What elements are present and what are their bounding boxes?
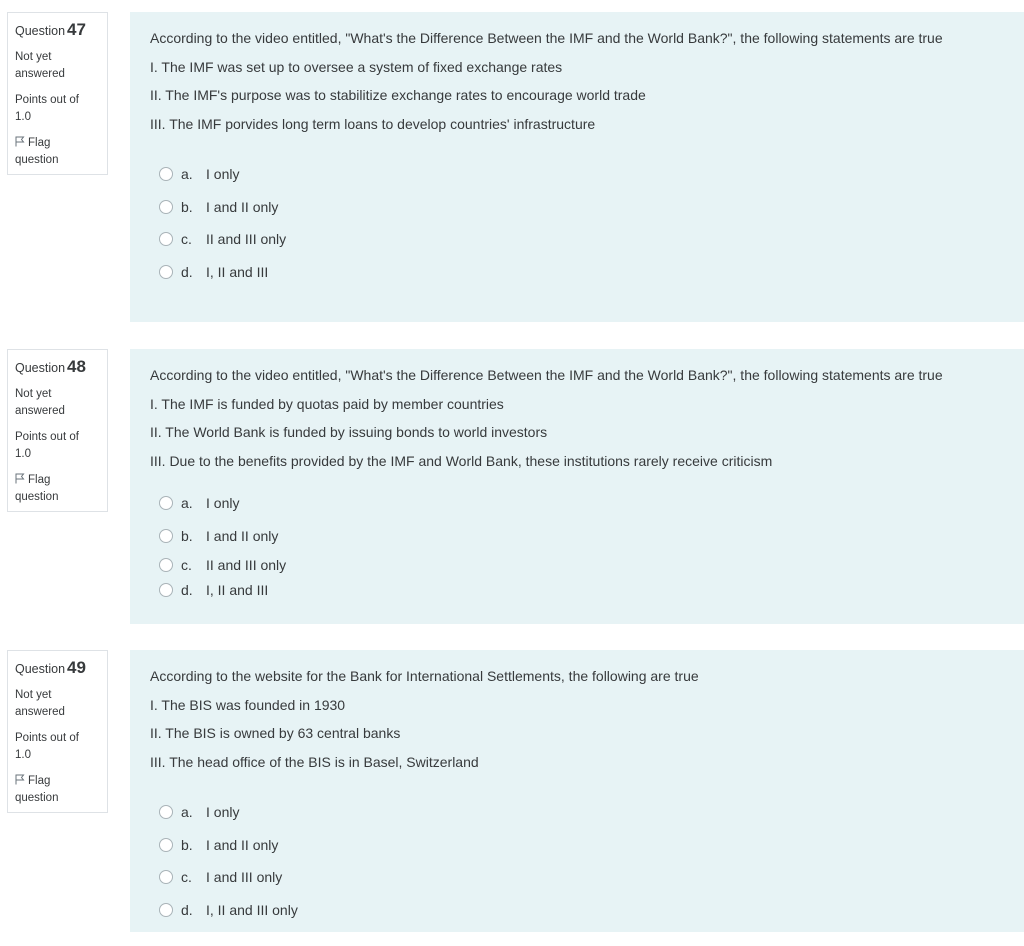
answer-option-a[interactable]: a. I only bbox=[150, 158, 1004, 191]
question-info bbox=[7, 650, 108, 813]
flag-icon bbox=[15, 774, 25, 785]
answer-option-c[interactable]: c. II and III only bbox=[150, 223, 1004, 256]
answer-option-a[interactable]: a. I only bbox=[150, 796, 1004, 829]
radio-button[interactable] bbox=[159, 529, 173, 543]
answer-option-b[interactable]: b. I and II only bbox=[150, 520, 1004, 553]
radio-button[interactable] bbox=[159, 838, 173, 852]
question-47 bbox=[0, 0, 1024, 330]
radio-button[interactable] bbox=[159, 232, 173, 246]
radio-button[interactable] bbox=[159, 265, 173, 279]
flag-icon bbox=[15, 136, 25, 147]
radio-button[interactable] bbox=[159, 870, 173, 884]
question-49 bbox=[0, 638, 1024, 938]
flag-icon bbox=[15, 473, 25, 484]
answer-option-c[interactable]: c. II and III only bbox=[150, 552, 1004, 577]
radio-button[interactable] bbox=[159, 200, 173, 214]
question-state: Not yet answered bbox=[15, 51, 65, 80]
question-48 bbox=[0, 337, 1024, 632]
question-content bbox=[130, 650, 1024, 932]
question-info bbox=[7, 349, 108, 512]
question-text: According to the website for the Bank for International Settlements, the following are true I. The BIS was founded in 1930 II. The BIS is owned by 63 central banks III. The head office of the BIS is in Basel, Switzerland bbox=[150, 668, 699, 770]
flag-question-link[interactable]: Flag question bbox=[15, 775, 59, 804]
answer-option-b[interactable]: b. I and II only bbox=[150, 829, 1004, 862]
question-grade: Points out of 1.0 bbox=[15, 732, 79, 761]
answer-option-d[interactable]: d. I, II and III bbox=[150, 256, 1004, 289]
answer-option-a[interactable]: a. I only bbox=[150, 487, 1004, 520]
question-state: Not yet answered bbox=[15, 388, 65, 417]
radio-button[interactable] bbox=[159, 583, 173, 597]
question-text: According to the video entitled, "What's the Difference Between the IMF and the World Bank?", the following statements are true I. The IMF was set up to oversee a system of fixed exchange rates II. The IMF's purpose was to stabilitize exchange rates to encourage world trade III. The IMF porvides long term loans to develop countries' infrastructure bbox=[150, 30, 943, 132]
answer-option-d[interactable]: d. I, II and III bbox=[150, 577, 1004, 602]
question-content bbox=[130, 349, 1024, 624]
answer-option-d[interactable]: d. I, II and III only bbox=[150, 894, 1004, 927]
question-number: Question 48 bbox=[15, 357, 86, 376]
question-grade: Points out of 1.0 bbox=[15, 431, 79, 460]
radio-button[interactable] bbox=[159, 496, 173, 510]
radio-button[interactable] bbox=[159, 805, 173, 819]
question-number: Question 47 bbox=[15, 20, 86, 39]
answer-list bbox=[150, 796, 1004, 926]
answer-option-b[interactable]: b. I and II only bbox=[150, 191, 1004, 224]
flag-question-link[interactable]: Flag question bbox=[15, 474, 59, 503]
question-info bbox=[7, 12, 108, 175]
radio-button[interactable] bbox=[159, 167, 173, 181]
answer-list bbox=[150, 158, 1004, 288]
radio-button[interactable] bbox=[159, 903, 173, 917]
question-number: Question 49 bbox=[15, 658, 86, 677]
radio-button[interactable] bbox=[159, 558, 173, 572]
question-content bbox=[130, 12, 1024, 322]
flag-question-link[interactable]: Flag question bbox=[15, 137, 59, 166]
question-text: According to the video entitled, "What's the Difference Between the IMF and the World Bank?", the following statements are true I. The IMF is funded by quotas paid by member countries II. The World Bank is funded by issuing bonds to world investors III. Due to the benefits provided by the IMF and World Bank, these institutions rarely receive criticism bbox=[150, 367, 943, 469]
question-grade: Points out of 1.0 bbox=[15, 94, 79, 123]
answer-option-c[interactable]: c. I and III only bbox=[150, 861, 1004, 894]
question-state: Not yet answered bbox=[15, 689, 65, 718]
answer-list bbox=[150, 487, 1004, 602]
